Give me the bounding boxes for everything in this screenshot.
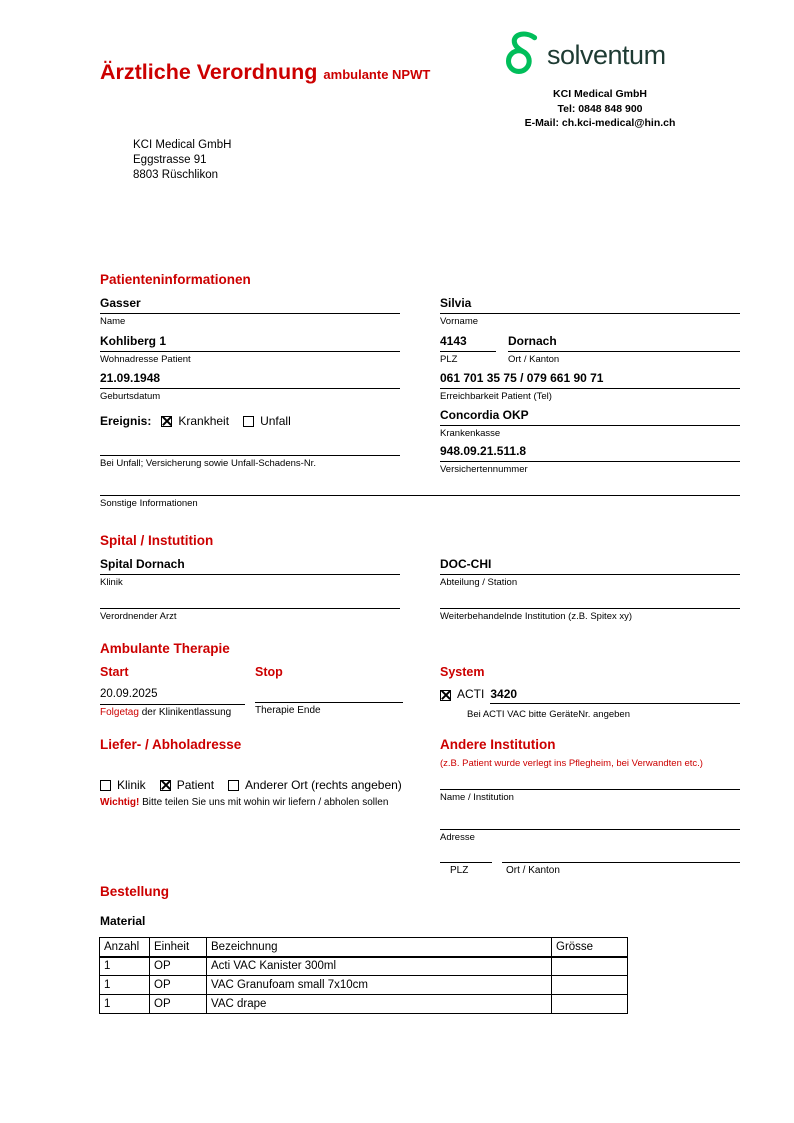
contact-company: KCI Medical GmbH <box>553 88 647 100</box>
field-andere-ort <box>502 847 740 877</box>
heading-lieferadresse: Liefer- / Abholadresse <box>100 737 242 752</box>
andere-institution-subheading: (z.B. Patient wurde verlegt ins Pflegheim, bei Verwandten etc.) <box>440 758 703 769</box>
field-andere-adresse <box>440 814 740 844</box>
brand-block <box>504 30 666 81</box>
field-klinik <box>100 557 400 589</box>
field-andere-plz <box>440 847 492 877</box>
heading-andere-institution: Andere Institution <box>440 737 556 752</box>
field-krankenkasse-value: Concordia OKP <box>440 408 740 426</box>
field-andere-adresse-value <box>440 814 740 830</box>
field-therapie-start-label-red: Folgetag <box>100 707 139 718</box>
checkbox-anderer-ort[interactable] <box>228 780 239 791</box>
field-andere-name-label: Name / Institution <box>440 792 514 803</box>
field-krankenkasse-label: Krankenkasse <box>440 428 501 439</box>
column-header-bezeichnung: Bezeichnung <box>207 938 552 957</box>
field-weiterbehandelnde-label: Weiterbehandelnde Institution (z.B. Spitex xy) <box>440 611 633 622</box>
system-row <box>440 687 740 704</box>
checkbox-krankheit[interactable] <box>161 416 172 427</box>
heading-stop: Stop <box>255 665 283 679</box>
table-row <box>100 957 628 976</box>
column-header-groesse: Grösse <box>552 938 628 957</box>
field-klinik-value: Spital Dornach <box>100 557 400 575</box>
ereignis-label: Ereignis: <box>100 414 152 428</box>
field-ort-kanton-label: Ort / Kanton <box>508 354 560 365</box>
field-sonstige-informationen-label: Sonstige Informationen <box>100 498 198 509</box>
field-ort-kanton-value: Dornach <box>508 334 740 352</box>
checkbox-acti-label: ACTI <box>457 687 485 701</box>
checkbox-krankheit-label: Krankheit <box>178 414 230 428</box>
column-header-einheit: Einheit <box>150 938 207 957</box>
lieferadresse-note-rest: Bitte teilen Sie uns mit wohin wir liefern / abholen sollen <box>139 797 389 808</box>
field-name <box>100 296 400 328</box>
field-unfall-nr-label: Bei Unfall; Versicherung sowie Unfall-Schadens-Nr. <box>100 458 316 469</box>
field-andere-plz-label: PLZ <box>450 865 469 876</box>
material-label: Material <box>100 914 146 928</box>
field-unfall-nr-value <box>100 440 400 456</box>
field-vorname <box>440 296 740 328</box>
field-abteilung-label: Abteilung / Station <box>440 577 518 588</box>
cell-einheit: OP <box>150 957 207 976</box>
field-ort-kanton <box>508 334 740 366</box>
field-verordnender-arzt-label: Verordnender Arzt <box>100 611 177 622</box>
cell-einheit: OP <box>150 976 207 995</box>
cell-anzahl: 1 <box>100 995 150 1014</box>
field-andere-name-value <box>440 774 740 790</box>
page-title-main: Ärztliche Verordnung <box>100 60 318 84</box>
field-versichertennummer-label: Versichertennummer <box>440 464 528 475</box>
cell-bezeichnung: VAC drape <box>207 995 552 1014</box>
field-andere-ort-value <box>502 847 740 863</box>
field-verordnender-arzt-value <box>100 593 400 609</box>
heading-start: Start <box>100 665 129 679</box>
field-therapie-stop-value <box>255 687 403 703</box>
checkbox-unfall-label: Unfall <box>260 414 291 428</box>
field-geburtsdatum-value: 21.09.1948 <box>100 371 400 389</box>
cell-groesse <box>552 976 628 995</box>
field-wohnadresse <box>100 334 400 366</box>
cell-anzahl: 1 <box>100 976 150 995</box>
contact-email: E-Mail: ch.kci-medical@hin.ch <box>524 117 676 129</box>
checkbox-patient[interactable] <box>160 780 171 791</box>
field-versichertennummer <box>440 444 740 476</box>
material-table-header-row <box>100 938 628 957</box>
field-geburtsdatum-label: Geburtsdatum <box>100 391 161 402</box>
field-sonstige-informationen <box>100 480 740 510</box>
column-header-anzahl: Anzahl <box>100 938 150 957</box>
page-title-suffix: ambulante NPWT <box>323 67 431 82</box>
cell-bezeichnung: VAC Granufoam small 7x10cm <box>207 976 552 995</box>
sender-city: 8803 Rüschlikon <box>133 169 219 181</box>
field-erreichbarkeit-label: Erreichbarkeit Patient (Tel) <box>440 391 552 402</box>
lieferadresse-note-red: Wichtig! <box>100 797 140 808</box>
heading-system: System <box>440 665 485 679</box>
field-wohnadresse-label: Wohnadresse Patient <box>100 354 191 365</box>
field-wohnadresse-value: Kohliberg 1 <box>100 334 400 352</box>
field-therapie-stop-label: Therapie Ende <box>255 705 321 716</box>
field-name-value: Gasser <box>100 296 400 314</box>
field-andere-adresse-label: Adresse <box>440 832 475 843</box>
field-therapie-start-label-rest: der Klinikentlassung <box>138 707 232 718</box>
field-klinik-label: Klinik <box>100 577 123 588</box>
lieferadresse-note <box>100 797 388 808</box>
field-unfall-nr <box>100 440 400 470</box>
field-erreichbarkeit <box>440 371 740 403</box>
field-therapie-stop <box>255 687 403 717</box>
field-versichertennummer-value: 948.09.21.511.8 <box>440 444 740 462</box>
cell-groesse <box>552 957 628 976</box>
field-weiterbehandelnde <box>440 593 740 623</box>
system-row-label: Bei ACTI VAC bitte GeräteNr. angeben <box>467 709 630 720</box>
field-plz-value: 4143 <box>440 334 496 352</box>
field-andere-plz-value <box>440 847 492 863</box>
page-title <box>100 60 430 85</box>
cell-anzahl: 1 <box>100 957 150 976</box>
checkbox-klinik-label: Klinik <box>117 778 146 792</box>
checkbox-patient-label: Patient <box>176 778 215 792</box>
field-erreichbarkeit-value: 061 701 35 75 / 079 661 90 71 <box>440 371 740 389</box>
field-andere-ort-label: Ort / Kanton <box>506 865 560 876</box>
checkbox-unfall[interactable] <box>243 416 254 427</box>
field-plz <box>440 334 496 366</box>
table-row <box>100 976 628 995</box>
field-vorname-label: Vorname <box>440 316 479 327</box>
cell-groesse <box>552 995 628 1014</box>
contact-tel: Tel: 0848 848 900 <box>557 102 643 115</box>
field-abteilung <box>440 557 740 589</box>
material-table <box>99 937 628 1014</box>
field-abteilung-value: DOC-CHI <box>440 557 740 575</box>
field-therapie-start-value: 20.09.2025 <box>100 687 245 705</box>
field-geburtsdatum <box>100 371 400 403</box>
solventum-logo-icon <box>504 30 540 81</box>
field-verordnender-arzt <box>100 593 400 623</box>
heading-ambulante-therapie: Ambulante Therapie <box>100 641 230 656</box>
sender-company: KCI Medical GmbH <box>133 139 232 151</box>
lieferadresse-options-row <box>100 778 402 792</box>
field-name-label: Name <box>100 316 126 327</box>
cell-bezeichnung: Acti VAC Kanister 300ml <box>207 957 552 976</box>
field-sonstige-informationen-value <box>100 480 740 496</box>
cell-einheit: OP <box>150 995 207 1014</box>
heading-patienteninformationen: Patienteninformationen <box>100 272 251 287</box>
field-andere-name <box>440 774 740 804</box>
company-contact-block <box>480 87 720 131</box>
checkbox-anderer-ort-label: Anderer Ort (rechts angeben) <box>245 778 402 792</box>
field-krankenkasse <box>440 408 740 440</box>
field-vorname-value: Silvia <box>440 296 740 314</box>
checkbox-klinik[interactable] <box>100 780 111 791</box>
field-weiterbehandelnde-value <box>440 593 740 609</box>
sender-street: Eggstrasse 91 <box>133 154 207 166</box>
system-device-number: 3420 <box>490 687 740 704</box>
brand-wordmark: solventum <box>547 40 666 70</box>
heading-spital: Spital / Instutition <box>100 533 214 548</box>
table-row <box>100 995 628 1014</box>
ereignis-row <box>100 414 291 428</box>
sender-address <box>133 138 231 183</box>
heading-bestellung: Bestellung <box>100 884 170 899</box>
field-therapie-start <box>100 687 245 719</box>
field-therapie-start-label <box>100 705 245 719</box>
field-plz-label: PLZ <box>440 354 458 365</box>
checkbox-acti[interactable] <box>440 690 451 701</box>
